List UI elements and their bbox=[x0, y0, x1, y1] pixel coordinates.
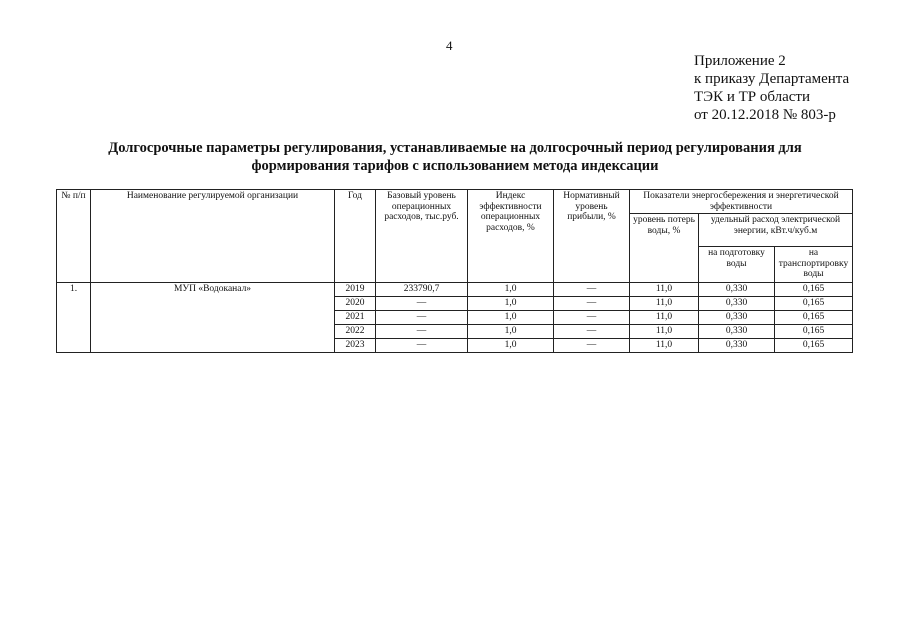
cell-year: 2020 bbox=[335, 297, 376, 311]
header-efficiency-index: Индекс эффективности операционных расходов, % bbox=[468, 190, 554, 283]
appendix-line: к приказу Департамента bbox=[694, 71, 850, 87]
cell-year: 2021 bbox=[335, 311, 376, 325]
cell-index: 1,0 bbox=[468, 283, 554, 297]
cell-year: 2023 bbox=[335, 339, 376, 353]
header-profit-level: Нормативный уровень прибыли, % bbox=[554, 190, 630, 283]
header-energy-group: Показатели энергосбережения и энергетической эффективности bbox=[630, 190, 853, 214]
cell-prep: 0,330 bbox=[699, 339, 775, 353]
header-base-expenses: Базовый уровень операционных расходов, тыс.руб. bbox=[376, 190, 468, 283]
cell-base: — bbox=[376, 339, 468, 353]
appendix-line: от 20.12.2018 № 803-р bbox=[694, 107, 836, 123]
cell-profit: — bbox=[554, 297, 630, 311]
header-water-preparation: на подготовку воды bbox=[699, 247, 775, 283]
cell-losses: 11,0 bbox=[630, 339, 699, 353]
cell-prep: 0,330 bbox=[699, 283, 775, 297]
cell-profit: — bbox=[554, 311, 630, 325]
header-num: № п/п bbox=[57, 190, 91, 283]
cell-year: 2019 bbox=[335, 283, 376, 297]
organization-name: МУП «Водоканал» bbox=[91, 283, 335, 353]
cell-prep: 0,330 bbox=[699, 297, 775, 311]
cell-index: 1,0 bbox=[468, 325, 554, 339]
cell-index: 1,0 bbox=[468, 297, 554, 311]
appendix-line: Приложение 2 bbox=[694, 53, 786, 69]
header-water-transport: на транспортировку воды bbox=[775, 247, 853, 283]
cell-prep: 0,330 bbox=[699, 311, 775, 325]
cell-prep: 0,330 bbox=[699, 325, 775, 339]
cell-transport: 0,165 bbox=[775, 311, 853, 325]
header-year: Год bbox=[335, 190, 376, 283]
cell-base: 233790,7 bbox=[376, 283, 468, 297]
appendix-block bbox=[694, 52, 849, 124]
header-water-losses: уровень потерь воды, % bbox=[630, 214, 699, 283]
header-electric-group: удельный расход электрической энергии, кВт.ч/куб.м bbox=[699, 214, 853, 247]
cell-profit: — bbox=[554, 325, 630, 339]
title-line: Долгосрочные параметры регулирования, устанавливаемые на долгосрочный период регулирования для bbox=[108, 140, 802, 156]
cell-losses: 11,0 bbox=[630, 297, 699, 311]
cell-index: 1,0 bbox=[468, 311, 554, 325]
cell-transport: 0,165 bbox=[775, 283, 853, 297]
appendix-line: ТЭК и ТР области bbox=[694, 89, 810, 105]
cell-index: 1,0 bbox=[468, 339, 554, 353]
header-org: Наименование регулируемой организации bbox=[91, 190, 335, 283]
cell-base: — bbox=[376, 311, 468, 325]
cell-profit: — bbox=[554, 283, 630, 297]
cell-transport: 0,165 bbox=[775, 339, 853, 353]
cell-losses: 11,0 bbox=[630, 311, 699, 325]
title-line: формирования тарифов с использованием метода индексации bbox=[251, 158, 659, 174]
cell-year: 2022 bbox=[335, 325, 376, 339]
cell-transport: 0,165 bbox=[775, 325, 853, 339]
cell-base: — bbox=[376, 297, 468, 311]
row-number: 1. bbox=[57, 283, 91, 353]
parameters-table bbox=[56, 189, 853, 353]
document-title bbox=[60, 139, 850, 175]
cell-base: — bbox=[376, 325, 468, 339]
cell-profit: — bbox=[554, 339, 630, 353]
cell-losses: 11,0 bbox=[630, 283, 699, 297]
cell-losses: 11,0 bbox=[630, 325, 699, 339]
cell-transport: 0,165 bbox=[775, 297, 853, 311]
table-row bbox=[57, 283, 853, 297]
page-number: 4 bbox=[446, 38, 453, 53]
